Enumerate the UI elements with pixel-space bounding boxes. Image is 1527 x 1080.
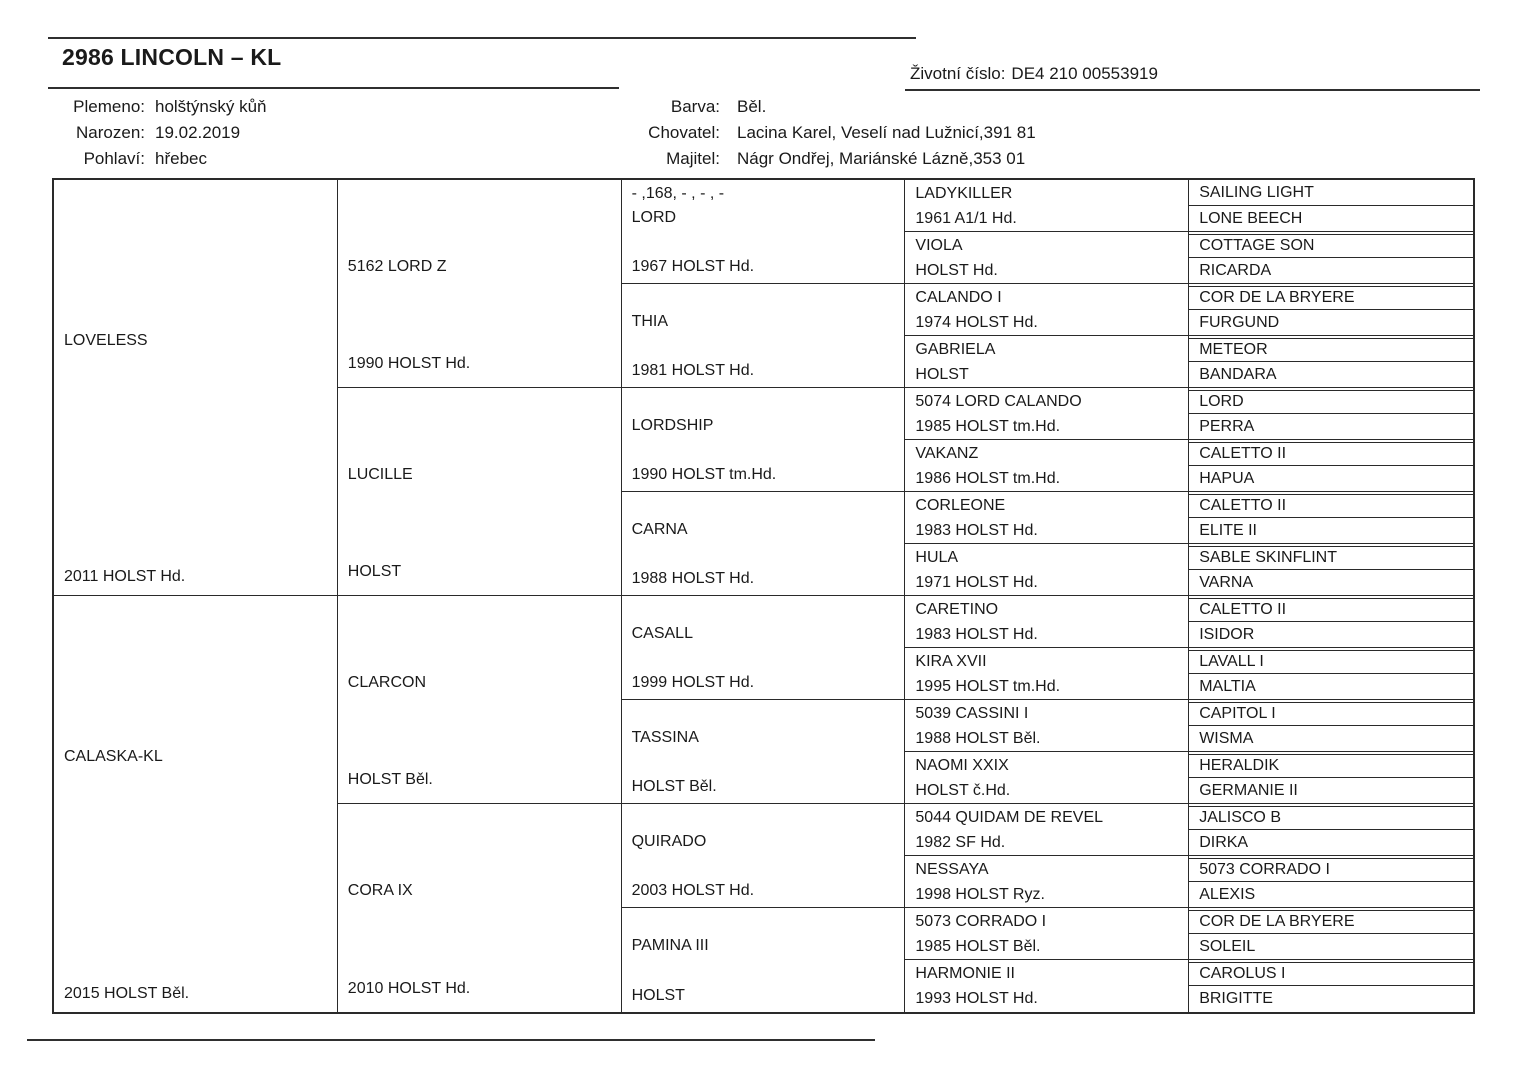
horse-name: BANDARA [1199,365,1277,383]
pedigree-cell-gen4 [905,648,1189,700]
pedigree-cell-gen4 [905,388,1189,440]
pedigree-cell-gen2 [338,180,622,388]
horse-name: 5073 CORRADO I [915,913,1047,930]
horse-detail: HOLST Hd. [915,262,998,279]
horse-name: JALISCO B [1199,808,1281,826]
pedigree-cell-gen5 [1189,362,1473,388]
field-label: Plemeno: [73,97,145,116]
pedigree-cell-gen5 [1189,338,1473,363]
horse-name: HAPUA [1199,469,1255,487]
horse-name: MALTIA [1199,677,1256,695]
horse-detail: 1967 HOLST Hd. [631,258,755,275]
horse-name: CASALL [631,625,693,642]
pedigree-cell-gen5 [1189,726,1473,752]
horse-name: KIRA XVII [915,653,987,670]
meta-row-sex [55,146,267,172]
horse-name: HARMONIE II [915,965,1015,982]
horse-name: DIRKA [1199,833,1249,851]
horse-name: GABRIELA [915,341,996,358]
pedigree-cell-gen5 [1189,650,1473,675]
horse-detail: 1995 HOLST tm.Hd. [915,678,1061,695]
pedigree-cell-gen4 [905,908,1189,960]
horse-detail: 2011 HOLST Hd. [64,568,186,585]
horse-name: LORDSHIP [631,417,714,434]
field-value: Nágr Ondřej, Mariánské Lázně,353 01 [737,149,1026,168]
pedigree-cell-gen5 [1189,858,1473,883]
horse-name: CARETINO [915,601,999,618]
horse-name: LORD [1199,392,1244,410]
pedigree-cell-gen4 [905,700,1189,752]
pedigree-cell-gen4 [905,856,1189,908]
pedigree-cell-gen5 [1189,310,1473,336]
field-label: Barva: [670,97,720,116]
page-title: 2986 LINCOLN – KL [62,44,282,70]
pedigree-cell-gen4 [905,180,1189,232]
horse-name: CALASKA-KL [64,748,163,765]
pedigree-cell-gen5 [1189,546,1473,571]
horse-name: PERRA [1199,417,1255,435]
horse-detail: 2015 HOLST Běl. [64,985,190,1002]
horse-name: CALANDO I [915,289,1002,306]
horse-name: TASSINA [631,729,699,746]
field-value: 19.02.2019 [155,123,241,142]
horse-name: COTTAGE SON [1199,236,1315,254]
horse-name: CALETTO II [1199,444,1287,462]
horse-info-left [55,94,267,172]
horse-detail: 2010 HOLST Hd. [347,980,471,997]
horse-name: 5074 LORD CALANDO [915,393,1082,410]
title-underline [48,87,619,89]
pedigree-cell-gen5 [1189,466,1473,492]
pedigree-cell-gen4 [905,492,1189,544]
horse-detail: 1990 HOLST tm.Hd. [631,466,777,483]
horse-name: RICARDA [1199,261,1272,279]
horse-name: 5073 CORRADO I [1199,860,1330,878]
pedigree-cell-gen3 [622,596,906,700]
pedigree-cell-gen5 [1189,986,1473,1012]
horse-detail: 1985 HOLST tm.Hd. [915,418,1061,435]
field-value: Lacina Karel, Veselí nad Lužnicí,391 81 [737,123,1036,142]
pedigree-cell-sire [54,180,338,596]
horse-detail: HOLST Běl. [631,778,717,795]
meta-row-breeder [560,120,1036,146]
horse-name: SOLEIL [1199,937,1256,955]
horse-detail: 1961 A1/1 Hd. [915,210,1017,227]
pedigree-cell-gen5 [1189,674,1473,700]
horse-detail: HOLST č.Hd. [915,782,1011,799]
horse-detail: 1983 HOLST Hd. [915,522,1038,539]
horse-name: COR DE LA BRYERE [1199,912,1355,930]
horse-name: CALETTO II [1199,600,1287,618]
field-value: holštýnský kůň [155,97,267,116]
horse-name: PAMINA III [631,937,709,954]
horse-detail: 2003 HOLST Hd. [631,882,755,899]
pedigree-cell-gen4 [905,284,1189,336]
horse-detail: 1985 HOLST Běl. [915,938,1041,955]
pedigree-cell-gen4 [905,596,1189,648]
horse-name: LORD [631,209,677,226]
pedigree-cell-gen5 [1189,598,1473,623]
life-number-underline [905,89,1480,91]
pedigree-cell-gen5 [1189,518,1473,544]
pedigree-cell-gen5 [1189,442,1473,467]
pedigree-cell-gen3 [622,804,906,908]
horse-name: 5039 CASSINI I [915,705,1029,722]
horse-name: LOVELESS [64,332,148,349]
horse-name: LUCILLE [347,466,413,483]
pedigree-cell-gen5 [1189,806,1473,831]
pedigree-cell-gen3 [622,180,906,284]
horse-name: ISIDOR [1199,625,1255,643]
horse-detail: HOLST Běl. [347,771,433,788]
pedigree-cell-gen2 [338,388,622,596]
horse-name: FURGUND [1199,313,1280,331]
horse-name: ELITE II [1199,521,1257,539]
pedigree-cell-gen5 [1189,414,1473,440]
horse-name: NESSAYA [915,861,989,878]
horse-name: NAOMI XXIX [915,757,1009,774]
pedigree-cell-gen4 [905,544,1189,596]
horse-name: HERALDIK [1199,756,1280,774]
horse-detail: HOLST [631,987,685,1004]
horse-detail: 1971 HOLST Hd. [915,574,1038,591]
horse-name: LADYKILLER [915,185,1013,202]
horse-detail: 1998 HOLST Ryz. [915,886,1045,903]
horse-detail: 1988 HOLST Běl. [915,730,1041,747]
meta-row-color [560,94,1036,120]
horse-name: CLARCON [347,674,427,691]
horse-name: LAVALL I [1199,652,1264,670]
pedigree-cell-gen5 [1189,962,1473,987]
horse-name: CAROLUS I [1199,964,1286,982]
pedigree-cell-gen4 [905,232,1189,284]
horse-name: CARNA [631,521,688,538]
horse-name: BRIGITTE [1199,990,1273,1007]
pedigree-cell-gen5 [1189,286,1473,311]
horse-note: - ,168, - , - , - [631,185,725,202]
pedigree-cell-gen4 [905,804,1189,856]
horse-name: GERMANIE II [1199,781,1298,799]
pedigree-cell-gen5 [1189,206,1473,232]
horse-name: COR DE LA BRYERE [1199,288,1355,306]
horse-name: THIA [631,313,669,330]
pedigree-cell-gen5 [1189,754,1473,779]
life-number [910,64,1158,84]
horse-name: HULA [915,549,959,566]
pedigree-cell-gen3 [622,284,906,388]
pedigree-cell-gen5 [1189,934,1473,960]
horse-name: VARNA [1199,573,1254,591]
pedigree-cell-gen5 [1189,494,1473,519]
pedigree-cell-gen5 [1189,258,1473,284]
pedigree-cell-gen2 [338,596,622,804]
meta-row-owner [560,146,1036,172]
pedigree-cell-gen5 [1189,778,1473,804]
field-label: Chovatel: [648,123,720,142]
horse-detail: 1999 HOLST Hd. [631,674,755,691]
pedigree-cell-gen5 [1189,234,1473,259]
footer-rule [27,1039,875,1041]
horse-name: METEOR [1199,340,1268,358]
pedigree-table [52,178,1475,1014]
field-label: Pohlaví: [83,149,145,168]
horse-name: SAILING LIGHT [1199,183,1314,201]
pedigree-cell-gen5 [1189,180,1473,206]
horse-detail: 1990 HOLST Hd. [347,355,471,372]
horse-name: CORLEONE [915,497,1006,514]
pedigree-cell-gen3 [622,492,906,596]
horse-name: 5162 LORD Z [347,258,447,275]
field-label: Majitel: [666,149,720,168]
horse-detail: 1988 HOLST Hd. [631,570,755,587]
field-label: Narozen: [76,123,145,142]
pedigree-cell-gen5 [1189,882,1473,908]
horse-detail: HOLST [347,563,402,580]
pedigree-cell-gen4 [905,752,1189,804]
meta-row-born [55,120,267,146]
pedigree-cell-gen4 [905,440,1189,492]
life-number-value: DE4 210 00553919 [1011,64,1158,83]
horse-name: VIOLA [915,237,963,254]
header-top-rule [48,37,916,39]
pedigree-cell-dam [54,596,338,1012]
pedigree-cell-gen5 [1189,702,1473,727]
pedigree-cell-gen5 [1189,390,1473,415]
horse-name: SABLE SKINFLINT [1199,548,1338,566]
horse-name: LONE BEECH [1199,209,1303,227]
pedigree-cell-gen5 [1189,622,1473,648]
life-number-label: Životní číslo: [910,64,1006,83]
horse-detail: 1981 HOLST Hd. [631,362,755,379]
horse-name: CAPITOL I [1199,704,1276,722]
pedigree-cell-gen3 [622,388,906,492]
horse-info-right [560,94,1036,172]
horse-detail: 1982 SF Hd. [915,834,1006,851]
horse-name: 5044 QUIDAM DE REVEL [915,809,1104,826]
pedigree-cell-gen4 [905,960,1189,1012]
horse-name: QUIRADO [631,833,707,850]
horse-name: CORA IX [347,882,413,899]
pedigree-cell-gen5 [1189,570,1473,596]
horse-name: WISMA [1199,729,1254,747]
horse-detail: HOLST [915,366,969,383]
field-value: Běl. [737,97,767,116]
meta-row-breed [55,94,267,120]
horse-detail: 1993 HOLST Hd. [915,990,1038,1007]
pedigree-cell-gen2 [338,804,622,1012]
horse-detail: 1983 HOLST Hd. [915,626,1038,643]
horse-detail: 1974 HOLST Hd. [915,314,1038,331]
pedigree-cell-gen5 [1189,830,1473,856]
horse-detail: 1986 HOLST tm.Hd. [915,470,1061,487]
pedigree-cell-gen4 [905,336,1189,388]
horse-name: VAKANZ [915,445,979,462]
horse-name: CALETTO II [1199,496,1287,514]
pedigree-cell-gen3 [622,700,906,804]
field-value: hřebec [155,149,207,168]
pedigree-cell-gen3 [622,908,906,1012]
pedigree-cell-gen5 [1189,910,1473,935]
horse-name: ALEXIS [1199,885,1256,903]
